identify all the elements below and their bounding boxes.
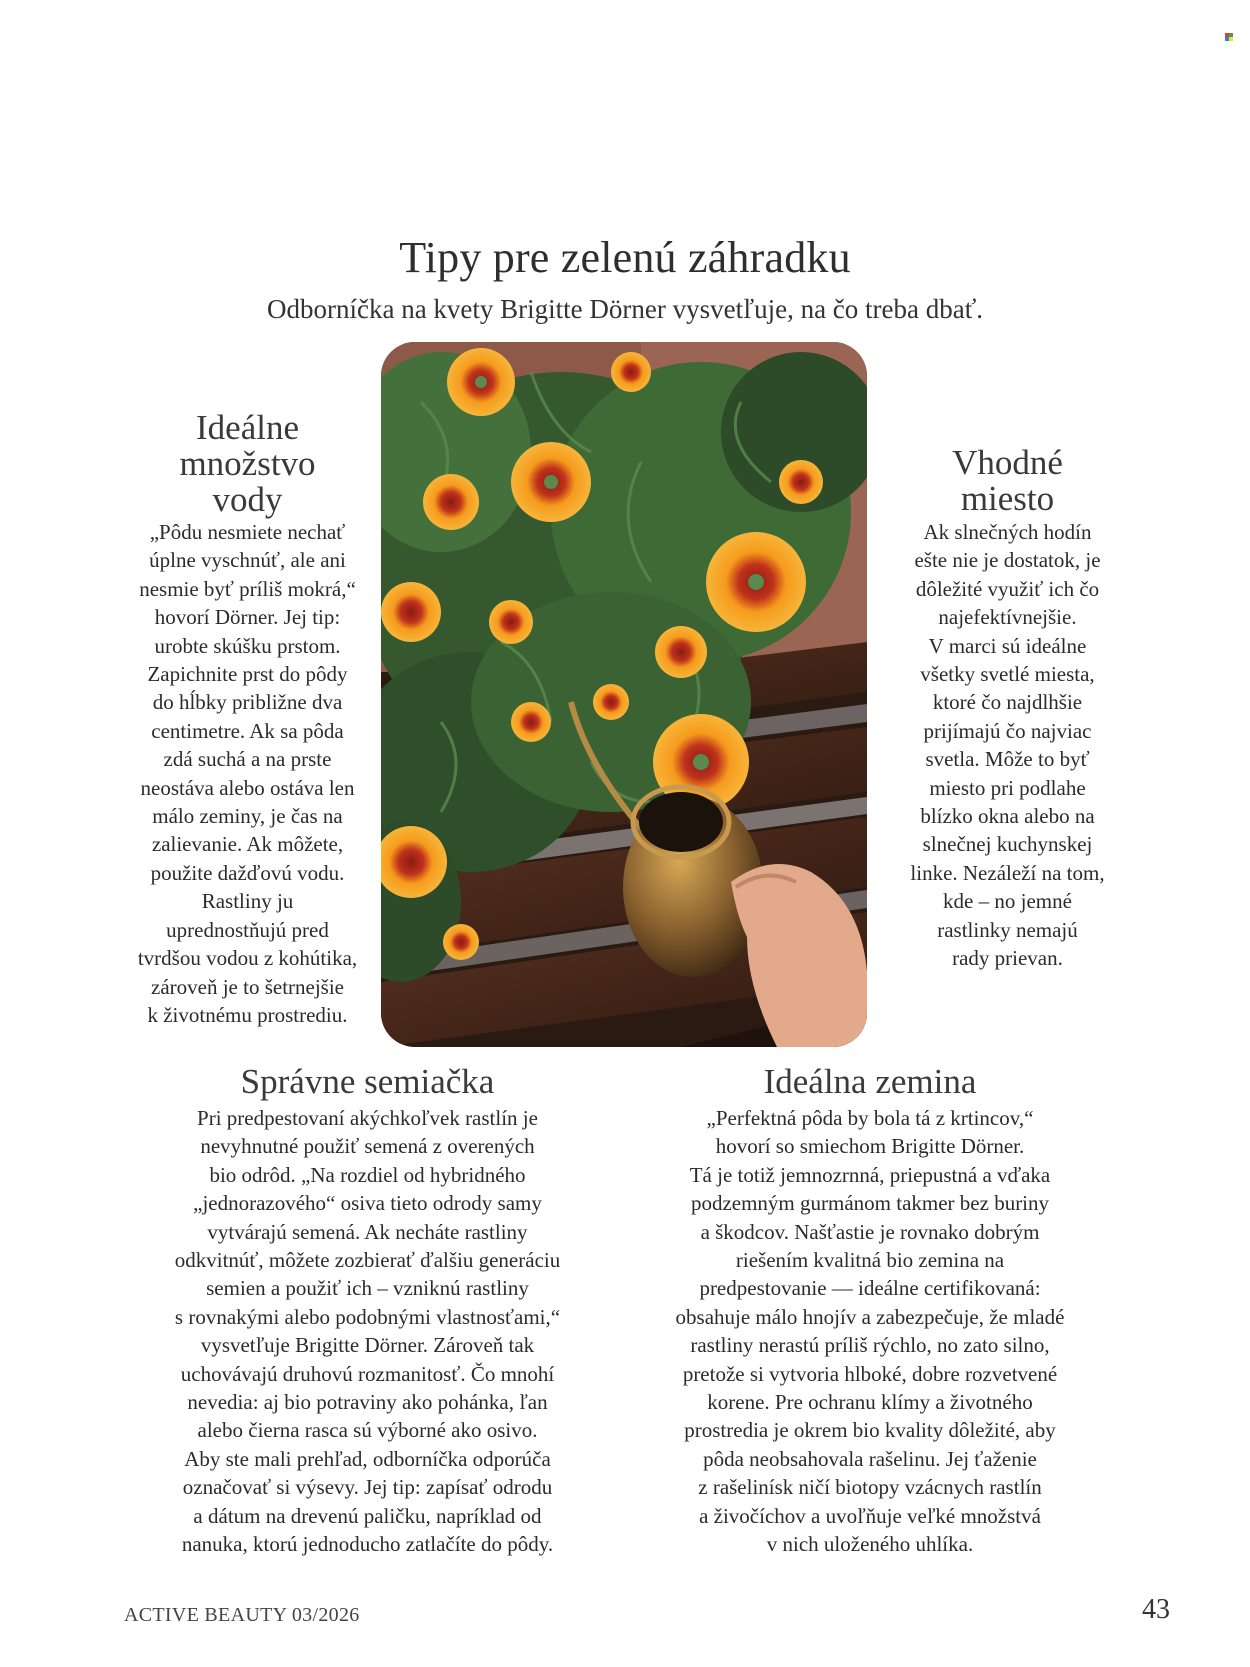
text-line: zalievanie. Ak môžete, [151,832,344,857]
text-line: použite dažďovú vodu. [150,860,345,885]
text-line: vytvárajú semená. Ak necháte rastliny [207,1219,528,1244]
heading-idealna-zemina: Ideálna zemina [763,1062,977,1101]
text-line: úplne vyschnúť, ale ani [149,548,346,573]
heading-idealne-mnozstvo-vody [110,410,385,518]
text-line: Rastliny ju [201,889,294,914]
heading-line: Ideálne [196,408,299,447]
heading-line: Vhodné [952,443,1063,482]
text-line: Tá je totiž jemnozrnná, priepustná a vďaka [689,1162,1051,1187]
text-line: prijímajú čo najviac [923,718,1092,743]
text-line: svetla. Môže to byť [925,747,1090,772]
text-line: V marci sú ideálne [928,633,1087,658]
text-line: bio odrôd. „Na rozdiel od hybridného [209,1162,526,1187]
text-line: Ak slnečných hodín [923,520,1092,544]
text-line: nesmie byť príliš mokrá,“ [139,576,356,601]
text-line: vysvetľuje Brigitte Dörner. Zároveň tak [200,1333,535,1358]
text-line: hovorí Dörner. Jej tip: [154,605,341,630]
text-line: a živočíchov a uvoľňuje veľké množstvá [699,1503,1041,1528]
corner-logo-icon [1225,33,1233,41]
marigold-photo [381,342,867,1047]
text-line: a škodcov. Našťastie je rovnako dobrým [700,1219,1040,1244]
heading-line: vody [212,480,283,519]
text-line: riešením kvalitná bio zemina na [735,1248,1005,1273]
text-line: „Perfektná pôda by bola tá z krtincov,“ [706,1106,1034,1130]
text-line: prostredia je okrem bio kvality dôležité, aby [684,1418,1056,1443]
text-line: alebo čierna rasca sú výborné ako osivo. [197,1418,538,1443]
heading-line: množstvo [179,444,316,483]
text-line: korene. Pre ochranu klímy a životného [707,1390,1033,1415]
text-line: „jednorazového“ osiva tieto odrody samy [193,1191,542,1216]
text-line: zároveň je to šetrnejšie [151,974,344,999]
text-line: linke. Nezáleží na tom, [910,860,1105,885]
heading-spravne-semiacka: Správne semiačka [240,1062,495,1101]
text-line: predpestovanie — ideálne certifikovaná: [699,1276,1041,1301]
text-line: v nich uloženého uhlíka. [766,1532,974,1557]
text-line: tvrdšou vodou z kohútika, [137,946,358,971]
text-line: nanuka, ktorú jednoducho zatlačíte do pôdy. [181,1532,554,1557]
paragraph-zemina [640,1104,1100,1559]
text-line: pretože si vytvoria hlboké, dobre rozvetvené [682,1361,1058,1386]
text-line: urobte skúšku prstom. [154,633,341,658]
page-subtitle: Odborníčka na kvety Brigitte Dörner vysvetľuje, na čo treba dbať. [266,294,984,324]
text-line: obsahuje málo hnojív a zabezpečuje, že mladé [675,1304,1065,1329]
page-title: Tipy pre zelenú záhradku [399,233,851,282]
text-line: zdá suchá a na prste [163,747,332,772]
footer-magazine-issue: ACTIVE BEAUTY 03/2026 [124,1604,360,1626]
text-line: k životnému prostrediu. [147,1002,348,1027]
text-line: kde – no jemné [943,889,1072,914]
paragraph-voda [110,518,385,1029]
text-line: nevyhnutné použiť semená z overených [200,1134,535,1159]
text-line: ešte nie je dostatok, je [914,548,1101,573]
text-line: a dátum na drevenú paličku, napríklad od [193,1503,542,1528]
text-line: ktoré čo najdlhšie [932,690,1083,715]
text-line: rady prievan. [952,946,1063,971]
text-line: s rovnakými alebo podobnými vlastnosťami,“ [174,1304,561,1329]
heading-line: miesto [960,479,1055,518]
text-line: z rašelinísk ničí biotopy vzácnych rastlín [698,1475,1042,1500]
text-line: miesto pri podlahe [929,775,1086,800]
paragraph-miesto [870,518,1145,973]
page-number: 43 [1142,1594,1170,1625]
paragraph-semiacka [130,1104,605,1559]
text-line: Zapichnite prst do pôdy [147,662,348,687]
heading-vhodne-miesto [870,445,1145,517]
text-line: uprednostňujú pred [166,917,329,942]
text-line: slnečnej kuchynskej [922,832,1093,857]
text-line: blízko okna alebo na [920,804,1095,829]
text-line: „Pôdu nesmiete nechať [149,520,346,544]
text-line: Aby ste mali prehľad, odborníčka odporúča [184,1446,551,1471]
text-line: rastliny nerastú príliš rýchlo, no zato silno, [690,1333,1050,1358]
text-line: Pri predpestovaní akýchkoľvek rastlín je [197,1106,538,1130]
text-line: hovorí so smiechom Brigitte Dörner. [715,1134,1025,1159]
text-line: neostáva alebo ostáva len [140,775,355,800]
text-line: označovať si výsevy. Jej tip: zapísať odrodu [182,1475,553,1500]
text-line: podzemným gurmánom takmer bez buriny [690,1191,1050,1216]
text-line: odkvitnúť, môžete zozbierať ďalšiu generáciu [174,1248,561,1273]
text-line: všetky svetlé miesta, [920,662,1095,687]
text-line: do hĺbky približne dva [152,690,343,715]
text-line: dôležité využiť ich čo [915,576,1100,601]
marigold-watering-can-icon [381,342,867,1047]
text-line: centimetre. Ak sa pôda [151,718,344,743]
text-line: najefektívnejšie. [938,605,1077,630]
text-line: málo zeminy, je čas na [152,804,343,829]
text-line: pôda neobsahovala rašelinu. Jej ťaženie [703,1446,1037,1471]
text-line: semien a použiť ich – vzniknú rastliny [206,1276,529,1301]
text-line: rastlinky nemajú [937,917,1078,942]
text-line: uchovávajú druhovú rozmanitosť. Čo mnohí [180,1361,555,1386]
text-line: nevedia: aj bio potraviny ako pohánka, ľan [187,1390,548,1415]
